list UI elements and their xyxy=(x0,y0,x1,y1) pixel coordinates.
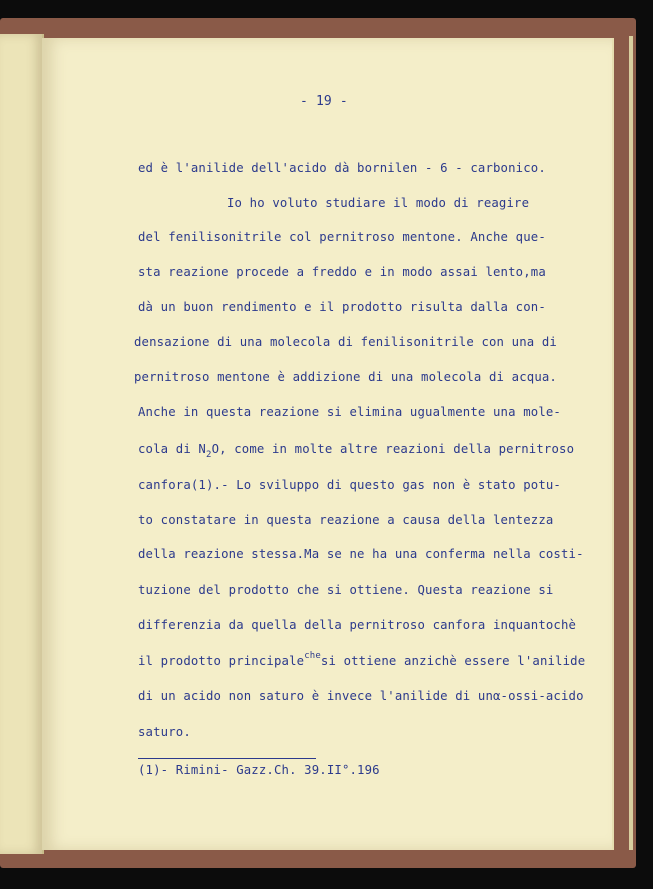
text-line-3: del fenilisonitrile col pernitroso mentone. Anche que- xyxy=(138,230,546,244)
previous-page-edge xyxy=(0,34,44,854)
page-stack-edge xyxy=(629,36,633,850)
footnote: (1)- Rimini- Gazz.Ch. 39.II°.196 xyxy=(138,763,380,777)
text-line-12: della reazione stessa.Ma se ne ha una conferma nella costi- xyxy=(138,547,584,561)
text-line-13: tuzione del prodotto che si ottiene. Questa reazione si xyxy=(138,583,554,597)
text-line-16: di un acido non saturo è invece l'anilide di unα-ossi-acido xyxy=(138,689,584,703)
che-superscript: che xyxy=(304,651,321,661)
text-line-8: Anche in questa reazione si elimina ugualmente una mole- xyxy=(138,405,561,419)
text-line-9 xyxy=(138,442,575,460)
text-line-14: differenzia da quella della pernitroso canfora inquantochè xyxy=(138,618,577,632)
n2o-subscript: 2 xyxy=(205,450,212,460)
che-before: il prodotto principale xyxy=(138,654,305,668)
text-line-1: ed è l'anilide dell'acido dà bornilen - 6 - carbonico. xyxy=(138,161,546,175)
che-after: si ottiene anzichè essere l'anilide xyxy=(320,654,586,668)
text-line-17: saturo. xyxy=(138,725,191,739)
footnote-rule xyxy=(138,758,316,759)
text-line-15 xyxy=(138,651,586,668)
text-line-4: sta reazione procede a freddo e in modo assai lento,ma xyxy=(138,265,546,279)
n2o-before: cola di N xyxy=(138,442,206,456)
text-line-7: pernitroso mentone è addizione di una molecola di acqua. xyxy=(134,370,557,384)
text-line-11: to constatare in questa reazione a causa della lentezza xyxy=(138,513,554,527)
text-line-6: densazione di una molecola di fenilisonitrile con una di xyxy=(134,335,557,349)
text-line-2: Io ho voluto studiare il modo di reagire xyxy=(227,196,530,210)
text-line-5: dà un buon rendimento e il prodotto risulta dalla con- xyxy=(138,300,546,314)
text-line-10: canfora(1).- Lo sviluppo di questo gas non è stato potu- xyxy=(138,478,561,492)
n2o-after: O, come in molte altre reazioni della pernitroso xyxy=(211,442,575,456)
page-number: - 19 - xyxy=(300,94,348,109)
